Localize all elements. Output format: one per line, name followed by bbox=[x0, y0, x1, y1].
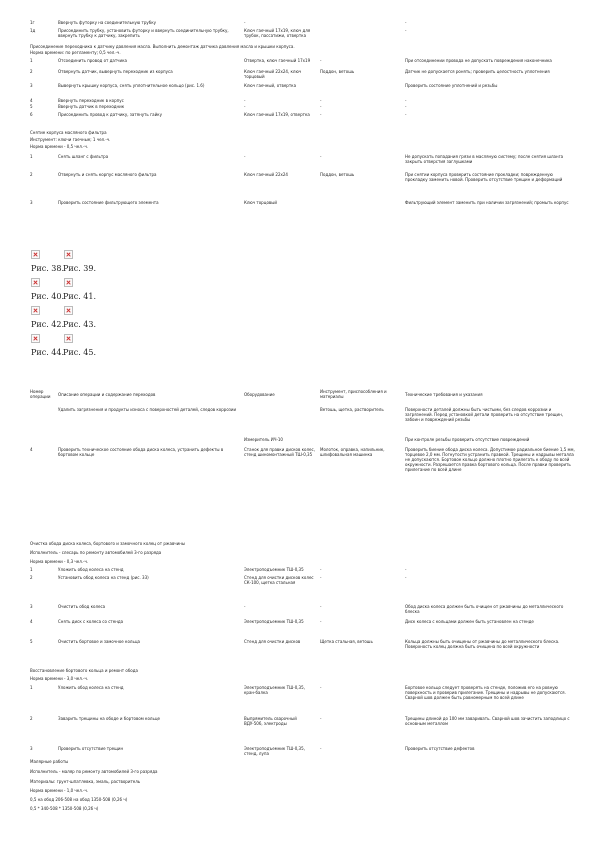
broken-image-icon bbox=[64, 334, 73, 343]
cell-num: 2 bbox=[30, 716, 33, 721]
cell-tool: Ключ гаечный 22х24, ключ торцовый bbox=[244, 69, 302, 79]
footer-line: Материалы: грунт-шпатлевка, эмаль, растворитель bbox=[30, 779, 141, 784]
cell-num: 1д bbox=[30, 28, 36, 33]
cell-aux: - bbox=[320, 567, 322, 572]
cell-tool: Электроподъемник ТШ-0,35, кран-балка bbox=[244, 685, 305, 695]
cell-tool: Станок для правки дисков колес, стенд шиномонтажный ТШ-0,35 bbox=[244, 447, 315, 457]
cell-tech: Фильтрующий элемент заменить при наличии загрязнений; промыть корпус bbox=[405, 200, 569, 205]
cell-action: Проверить состояние фильтрующего элемента bbox=[58, 200, 159, 205]
cell-num: 1 bbox=[30, 685, 33, 690]
cell-tech: Диск колеса с кольцами должен быть установлен на стенде bbox=[405, 619, 534, 624]
broken-image-icon bbox=[31, 278, 40, 287]
figure-caption: Рис. 43. bbox=[63, 320, 97, 329]
cell-aux: Молоток, оправка, напильник, шлифовальная машинка bbox=[320, 447, 385, 457]
cell-num: 1г bbox=[30, 20, 35, 25]
cell-num: 3 bbox=[30, 604, 33, 609]
section1-title: Присоединение переходника к датчику давления масла. Выполнить демонтаж датчика давления масла и крышки корпуса. bbox=[30, 44, 295, 49]
broken-image-icon bbox=[31, 334, 40, 343]
cell-tech: Трещины длиной до 100 мм заваривать. Сварной шов зачистить заподлицо с основным металлом bbox=[405, 716, 570, 726]
cell-action: Отвернуть и снять корпус масляного фильтра bbox=[58, 172, 157, 177]
section1-subtitle: Норма времени: по регламенту; 0,5 чел.-ч. bbox=[30, 50, 121, 55]
figure-caption: Рис. 42. bbox=[31, 320, 65, 329]
footer-line: 0,5 на обод 206-508 на обод 1350-508 (0,26 ч) bbox=[30, 797, 128, 802]
cell-action: Присоединить провод к датчику, затянуть гайку bbox=[58, 112, 162, 117]
cell-aux: Поддон, ветошь bbox=[320, 69, 355, 74]
header-action: Описание операции и содержание переходов bbox=[58, 392, 156, 397]
cell-action: Вывернуть крышку корпуса, снять уплотнительное кольцо (рис. 1.6) bbox=[58, 83, 205, 88]
figure-caption: Рис. 45. bbox=[63, 348, 97, 357]
section3-norm: Норма времени - 0,3 чел.-ч. bbox=[30, 559, 89, 564]
cell-tech: Проверить биение обода диска колеса. Допустимое радиальное биение 1,5 мм, торцевое 2,0 мм. Погнутости устранить правкой. Трещины и надрывы металла не допускаются. Бортовое кольцо должно плотно прилегать к ободу по всей окружности. Разрешается правка бортового кольца. После правки проверить прилегание по всей длине bbox=[405, 447, 575, 472]
cell-aux: - bbox=[320, 112, 322, 117]
cell-num: 6 bbox=[30, 112, 33, 117]
cell-tool: Измеритель ИЧ-10 bbox=[244, 437, 283, 442]
cell-tool: Отвертка, ключ гаечный 17х19 bbox=[244, 58, 311, 63]
cell-tool: - bbox=[244, 154, 246, 159]
cell-tech: Проверить состояние уплотнений и резьбы bbox=[405, 83, 498, 88]
cell-action: Очистить бортовое и замочное кольца bbox=[58, 639, 140, 644]
cell-tool: Ключ торцовый bbox=[244, 200, 277, 205]
cell-action: Очистить обод колеса bbox=[58, 604, 106, 609]
figure-caption: Рис. 44. bbox=[31, 348, 65, 357]
cell-num: 2 bbox=[30, 172, 33, 177]
section2-subtitle: Инструмент: ключи гаечные; 1 чел.-ч. bbox=[30, 137, 111, 142]
cell-action: Отсоединить провод от датчика bbox=[58, 58, 127, 63]
section3-sub: Исполнитель - слесарь по ремонту автомобилей 3-го разряда bbox=[30, 550, 162, 555]
broken-image-icon bbox=[31, 306, 40, 315]
cell-num: 5 bbox=[30, 104, 33, 109]
cell-tech: Обод диска колеса должен быть очищен от ржавчины до металлического блеска bbox=[405, 604, 564, 614]
cell-tool: Ключ гаечный 17х19, ключ для трубок, пассатижи, отвертка bbox=[244, 28, 311, 38]
cell-num: 1 bbox=[30, 154, 33, 159]
cell-tech: Поверхности деталей должны быть чистыми, без следов коррозии и загрязнений. Перед установкой детали проверить на отсутствие трещин, забоин и повреждений резьбы bbox=[405, 407, 563, 422]
cell-aux: Щетка стальная, ветошь bbox=[320, 639, 373, 644]
cell-action: Снять диск с колеса со стенда bbox=[58, 619, 124, 624]
section4-norm: Норма времени - 3,0 чел.-ч. bbox=[30, 676, 89, 681]
cell-tool: Электроподъемник ТШ-0,35, стенд, лупа bbox=[244, 746, 305, 756]
cell-tech: - bbox=[405, 28, 407, 33]
cell-aux: Поддон, ветошь bbox=[320, 172, 355, 177]
cell-tool: Стенд для очистки дисков bbox=[244, 639, 301, 644]
header-aux: Инструмент, приспособления и материалы bbox=[320, 389, 387, 399]
cell-action: Установить обод колеса на стенд (рис. 33) bbox=[58, 575, 149, 580]
cell-tool: - bbox=[244, 104, 246, 109]
cell-tool: - bbox=[244, 604, 246, 609]
cell-tech: - bbox=[405, 104, 407, 109]
cell-aux: - bbox=[320, 575, 322, 580]
cell-tech: - bbox=[405, 567, 407, 572]
header-num: Номер операции bbox=[30, 389, 51, 399]
cell-action: Ввернуть футорку на соединительную трубку bbox=[58, 20, 157, 25]
header-tech: Технические требования и указания bbox=[405, 392, 483, 397]
cell-aux: - bbox=[320, 98, 322, 103]
broken-image-icon bbox=[64, 250, 73, 259]
cell-action: Уложить обод колеса на стенд bbox=[58, 685, 124, 690]
cell-num: 1 bbox=[30, 58, 33, 63]
cell-action: Проверить отсутствие трещин bbox=[58, 746, 124, 751]
cell-tech: Проверить отсутствие дефектов bbox=[405, 746, 475, 751]
cell-num: 3 bbox=[30, 200, 33, 205]
cell-aux: - bbox=[320, 104, 322, 109]
cell-action: Снять шланг с фильтра bbox=[58, 154, 109, 159]
cell-tech: - bbox=[405, 112, 407, 117]
cell-tool: Электроподъемник ТШ-0,35 bbox=[244, 567, 304, 572]
cell-action: Заварить трещины на ободе и бортовом кольце bbox=[58, 716, 161, 721]
cell-action: Ввернуть датчик в переходник bbox=[58, 104, 125, 109]
section3-title: Очистка обода диска колеса, бортового и замочного колец от ржавчины bbox=[30, 541, 186, 546]
cell-tech: При контроле резьбы проверить отсутствие повреждений bbox=[405, 437, 530, 442]
cell-num: 1 bbox=[30, 567, 33, 572]
cell-num: 4 bbox=[30, 98, 33, 103]
cell-tool: Ключ гаечный 22х24 bbox=[244, 172, 288, 177]
section2-title: Снятие корпуса масляного фильтра bbox=[30, 130, 107, 135]
cell-tech: Кольца должны быть очищены от ржавчины до металлического блеска. Поверхность колец должна быть очищена по всей окружности bbox=[405, 639, 560, 649]
footer-line: Малярные работы bbox=[30, 759, 69, 764]
cell-tool: Ключ гаечный, отвертка bbox=[244, 83, 297, 88]
cell-tech: Не допускать попадания грязи в масляную систему; после снятия шланга закрыть отверстия заглушками bbox=[405, 154, 564, 164]
cell-tech: - bbox=[405, 98, 407, 103]
cell-tool: - bbox=[244, 98, 246, 103]
cell-action: Удалить загрязнения и продукты износа с поверхностей деталей, следов коррозии bbox=[58, 407, 237, 412]
cell-tool: - bbox=[244, 20, 246, 25]
cell-aux: - bbox=[320, 685, 322, 690]
cell-tech: Датчик не допускается ронять; проверить целостность уплотнения bbox=[405, 69, 550, 74]
cell-action: Присоединить трубку, установить футорку и ввернуть соединительную трубку, ввернуть трубку к датчику, закрепить bbox=[58, 28, 229, 38]
footer-line: Норма времени - 1,0 чел.-ч. bbox=[30, 788, 89, 793]
cell-tool: Выпрямитель сварочный ВДУ-506, электроды bbox=[244, 716, 297, 726]
figure-caption: Рис. 38. bbox=[31, 264, 65, 273]
cell-num: 3 bbox=[30, 746, 33, 751]
cell-aux: - bbox=[320, 716, 322, 721]
cell-tech: - bbox=[405, 575, 407, 580]
cell-tech: При снятии корпуса проверить состояние прокладки; поврежденную прокладку заменить новой. Проверить отсутствие трещин и деформаций bbox=[405, 172, 563, 182]
broken-image-icon bbox=[64, 306, 73, 315]
cell-aux: - bbox=[320, 58, 322, 63]
cell-aux: - bbox=[320, 604, 322, 609]
cell-tool: Стенд для очистки дисков колес СК-100, щетка стальная bbox=[244, 575, 314, 585]
cell-action: Ввернуть переходник в корпус bbox=[58, 98, 124, 103]
cell-aux: - bbox=[320, 154, 322, 159]
cell-action: Уложить обод колеса на стенд bbox=[58, 567, 124, 572]
cell-aux: - bbox=[320, 619, 322, 624]
cell-action: Проверить техническое состояние обода диска колеса, устранить дефекты в бортовом кольце bbox=[58, 447, 224, 457]
cell-num: 4 bbox=[30, 447, 33, 452]
cell-num: 3 bbox=[30, 83, 33, 88]
cell-num: 4 bbox=[30, 619, 33, 624]
cell-num: 2 bbox=[30, 69, 33, 74]
cell-tool: Ключ гаечный 17х19, отвертка bbox=[244, 112, 310, 117]
broken-image-icon bbox=[64, 278, 73, 287]
figure-caption: Рис. 39. bbox=[63, 264, 97, 273]
header-tool: Оборудование bbox=[244, 392, 275, 397]
broken-image-icon bbox=[31, 250, 40, 259]
section4-title: Восстановление бортового кольца и ремонт обода bbox=[30, 668, 138, 673]
cell-aux: Ветошь, щетка, растворитель bbox=[320, 407, 384, 412]
section2-norm: Норма времени - 0,5 чел.-ч. bbox=[30, 144, 89, 149]
cell-tech: При отсоединении провода не допускать повреждения наконечника bbox=[405, 58, 552, 63]
cell-num: 2 bbox=[30, 575, 33, 580]
cell-tech: - bbox=[405, 20, 407, 25]
cell-action: Отвернуть датчик, вывернуть переходник из корпуса bbox=[58, 69, 173, 74]
cell-tech: Бортовое кольцо следует проверять на стенде, положив его на ровную поверхность и проверив прилегание. Трещины и надрывы не допускаются. Сварной шов должен быть равномерным по всей длине bbox=[405, 685, 566, 700]
cell-tool: Электроподъемник ТШ-0,35 bbox=[244, 619, 304, 624]
figure-caption: Рис. 40. bbox=[31, 292, 65, 301]
footer-line: Исполнитель - маляр по ремонту автомобилей 3-го разряда bbox=[30, 769, 158, 774]
cell-num: 5 bbox=[30, 639, 33, 644]
cell-aux: - bbox=[320, 746, 322, 751]
figure-caption: Рис. 41. bbox=[63, 292, 97, 301]
footer-line: 0,5 * 340-508 * 1350-508 (0,26 ч) bbox=[30, 806, 99, 811]
